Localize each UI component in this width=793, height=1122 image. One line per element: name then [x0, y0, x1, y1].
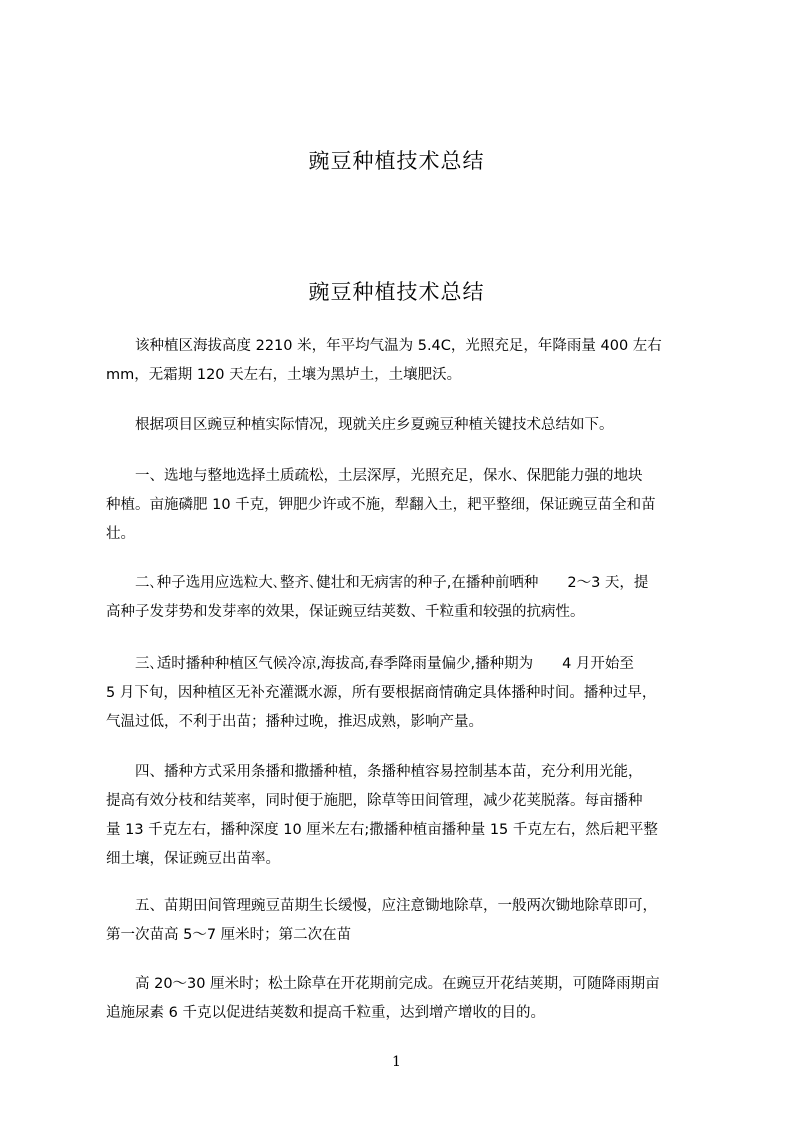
paragraph-line: 一、选地与整地选择土质疏松，土层深厚，光照充足，保水、保肥能力强的地块: [106, 468, 643, 484]
paragraph-line: 壮。: [106, 526, 135, 542]
paragraph-line: 高 20～30 厘米时；松土除草在开花期前完成。在豌豆开花结荚期，可随降雨期亩: [106, 976, 660, 992]
paragraph-line: 量 13 千克左右，播种深度 10 厘米左右;撒播种植亩播种量 15 千克左右，然后耙平整: [106, 822, 658, 838]
paragraph-line: 追施尿素 6 千克以促进结荚数和提高千粒重，达到增产增收的目的。: [106, 1005, 545, 1021]
paragraph-line: 5 月下旬，因种植区无补充灌溉水源，所有要根据商情确定具体播种时间。播种过早，: [106, 685, 657, 701]
paragraph: [106, 462, 708, 549]
paragraph: [106, 970, 708, 1028]
paragraph: [106, 411, 708, 440]
paragraph: [106, 758, 708, 874]
paragraph-line: 根据项目区豌豆种植实际情况，现就关庄乡夏豌豆种植关键技术总结如下。: [106, 417, 614, 433]
header-title: 豌豆种植技术总结: [308, 149, 485, 173]
paragraph-line: 气温过低，不利于出苗；播种过晚，推迟成熟，影响产量。: [106, 714, 483, 730]
paragraph: [106, 569, 708, 627]
paragraph-line: mm，无霜期 120 天左右，土壤为黑垆土，土壤肥沃。: [106, 367, 462, 383]
paragraph-line: 提高有效分枝和结荚率，同时便于施肥，除草等田间管理，减少花荚脱落。每亩播种: [106, 793, 643, 809]
paragraph-line: 第一次苗高 5～7 厘米时；第二次在苗: [106, 927, 352, 943]
paragraph-line: 二､种子选用应选粒大､整齐､健壮和无病害的种子,在播种前晒种 2～3 天，提: [106, 575, 649, 591]
paragraph-line: 高种子发芽势和发芽率的效果，保证豌豆结荚数、千粒重和较强的抗病性。: [106, 604, 585, 620]
paragraph-line: 五、苗期田间管理豌豆苗期生长缓慢，应注意锄地除草，一般两次锄地除草即可，: [106, 898, 657, 914]
paragraph: [106, 332, 708, 390]
paragraph: [106, 892, 708, 950]
paragraph-line: 三､适时播种种植区气候冷凉,海拔高,春季降雨量偏少,播种期为 4 月开始至: [106, 656, 634, 672]
paragraph-line: 细土壤，保证豌豆出苗率。: [106, 851, 280, 867]
page-number: 1: [392, 1054, 401, 1070]
paragraph-line: 种植。亩施磷肥 10 千克，钾肥少许或不施，犁翻入土，耙平整细，保证豌豆苗全和苗: [106, 497, 656, 513]
main-title: 豌豆种植技术总结: [308, 280, 485, 304]
paragraph-line: 四、播种方式采用条播和撒播种植，条播种植容易控制基本苗，充分利用光能，: [106, 764, 643, 780]
paragraph-line: 该种植区海拔高度 2210 米，年平均气温为 5.4C，光照充足，年降雨量 400 左右: [106, 338, 662, 354]
paragraph: [106, 650, 708, 737]
